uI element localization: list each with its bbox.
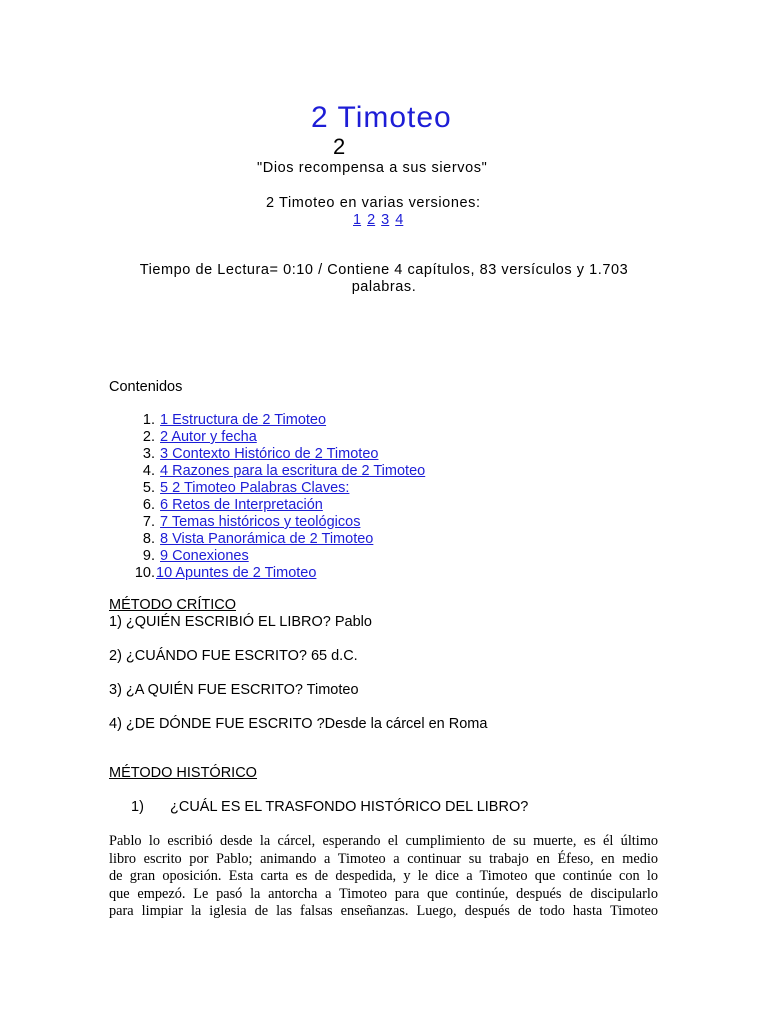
versions-label: 2 Timoteo en varias versiones: [266, 195, 481, 211]
reading-time-line: Tiempo de Lectura= 0:10 / Contiene 4 capítulos, 83 versículos y 1.703 [139, 262, 629, 278]
toc-item-number: 8. [142, 531, 155, 547]
versions-links [353, 212, 409, 228]
toc-item [109, 446, 425, 463]
toc-item [109, 480, 425, 497]
version-link-3[interactable]: 3 [381, 212, 390, 228]
toc-item-number: 2. [142, 429, 155, 445]
metodo-historico-heading: MÉTODO HISTÓRICO [109, 765, 257, 781]
toc-item [109, 412, 425, 429]
paragraph-line: Pablo lo escribió desde la cárcel, esperando el cumplimiento de su muerte, es él último [109, 833, 658, 849]
question-author: 1) ¿QUIÉN ESCRIBIÓ EL LIBRO? Pablo [109, 614, 372, 630]
version-link-4[interactable]: 4 [395, 212, 404, 228]
toc-link[interactable]: 8 Vista Panorámica de 2 Timoteo [160, 531, 374, 547]
paragraph-line: de gran oposición. Esta carta es de despedida, y le dice a Timoteo que continúe con lo [109, 868, 658, 884]
question-place: 4) ¿DE DÓNDE FUE ESCRITO ?Desde la cárcel en Roma [109, 716, 488, 732]
toc-link[interactable]: 4 Razones para la escritura de 2 Timoteo [160, 463, 426, 479]
toc-link[interactable]: 2 Autor y fecha [160, 429, 257, 445]
toc-item-number: 9. [142, 548, 155, 564]
toc-item-number: 5. [142, 480, 155, 496]
toc-item-number: 1. [142, 412, 155, 428]
toc-link[interactable]: 3 Contexto Histórico de 2 Timoteo [160, 446, 379, 462]
toc-item [109, 548, 425, 565]
metodo-critico-heading: MÉTODO CRÍTICO [109, 597, 237, 613]
toc-item [109, 429, 425, 446]
historical-question-text: ¿CUÁL ES EL TRASFONDO HISTÓRICO DEL LIBRO? [170, 799, 529, 815]
toc-item-number: 10. [134, 565, 155, 581]
toc-link[interactable]: 7 Temas históricos y teológicos [160, 514, 361, 530]
paragraph-line: que empezó. Le pasó la antorcha a Timoteo para que continúe, después de discipularlo [109, 885, 658, 902]
subtitle: "Dios recompensa a sus siervos" [257, 160, 488, 176]
table-of-contents [109, 412, 425, 582]
historical-background-paragraph [109, 833, 658, 921]
toc-item [109, 514, 425, 531]
reading-time-line-2: palabras. [351, 279, 417, 295]
toc-item [109, 531, 425, 548]
page-title: 2 Timoteo [311, 101, 452, 134]
version-link-1[interactable]: 1 [353, 212, 362, 228]
version-link-2[interactable]: 2 [367, 212, 376, 228]
toc-item-number: 6. [142, 497, 155, 513]
toc-item [109, 497, 425, 514]
toc-item-number: 7. [142, 514, 155, 530]
historical-question-number: 1) [131, 799, 144, 815]
toc-item [109, 463, 425, 480]
question-recipient: 3) ¿A QUIÉN FUE ESCRITO? Timoteo [109, 682, 359, 698]
toc-link[interactable]: 9 Conexiones [160, 548, 249, 564]
paragraph-line: libro escrito por Pablo; animando a Timoteo a continuar su trabajo en Éfeso, en medio [109, 850, 658, 867]
question-date: 2) ¿CUÁNDO FUE ESCRITO? 65 d.C. [109, 648, 358, 664]
toc-link[interactable]: 6 Retos de Interpretación [160, 497, 323, 513]
chapter-number: 2 [333, 134, 346, 159]
paragraph-line: para limpiar la iglesia de las falsas enseñanzas. Luego, después de todo hasta Timoteo [109, 903, 658, 919]
contents-heading: Contenidos [109, 379, 183, 395]
toc-link[interactable]: 1 Estructura de 2 Timoteo [160, 412, 327, 428]
toc-item-number: 3. [142, 446, 155, 462]
toc-link[interactable]: 10 Apuntes de 2 Timoteo [156, 565, 317, 581]
toc-link[interactable]: 5 2 Timoteo Palabras Claves: [160, 480, 350, 496]
toc-item [109, 565, 425, 582]
toc-item-number: 4. [142, 463, 155, 479]
